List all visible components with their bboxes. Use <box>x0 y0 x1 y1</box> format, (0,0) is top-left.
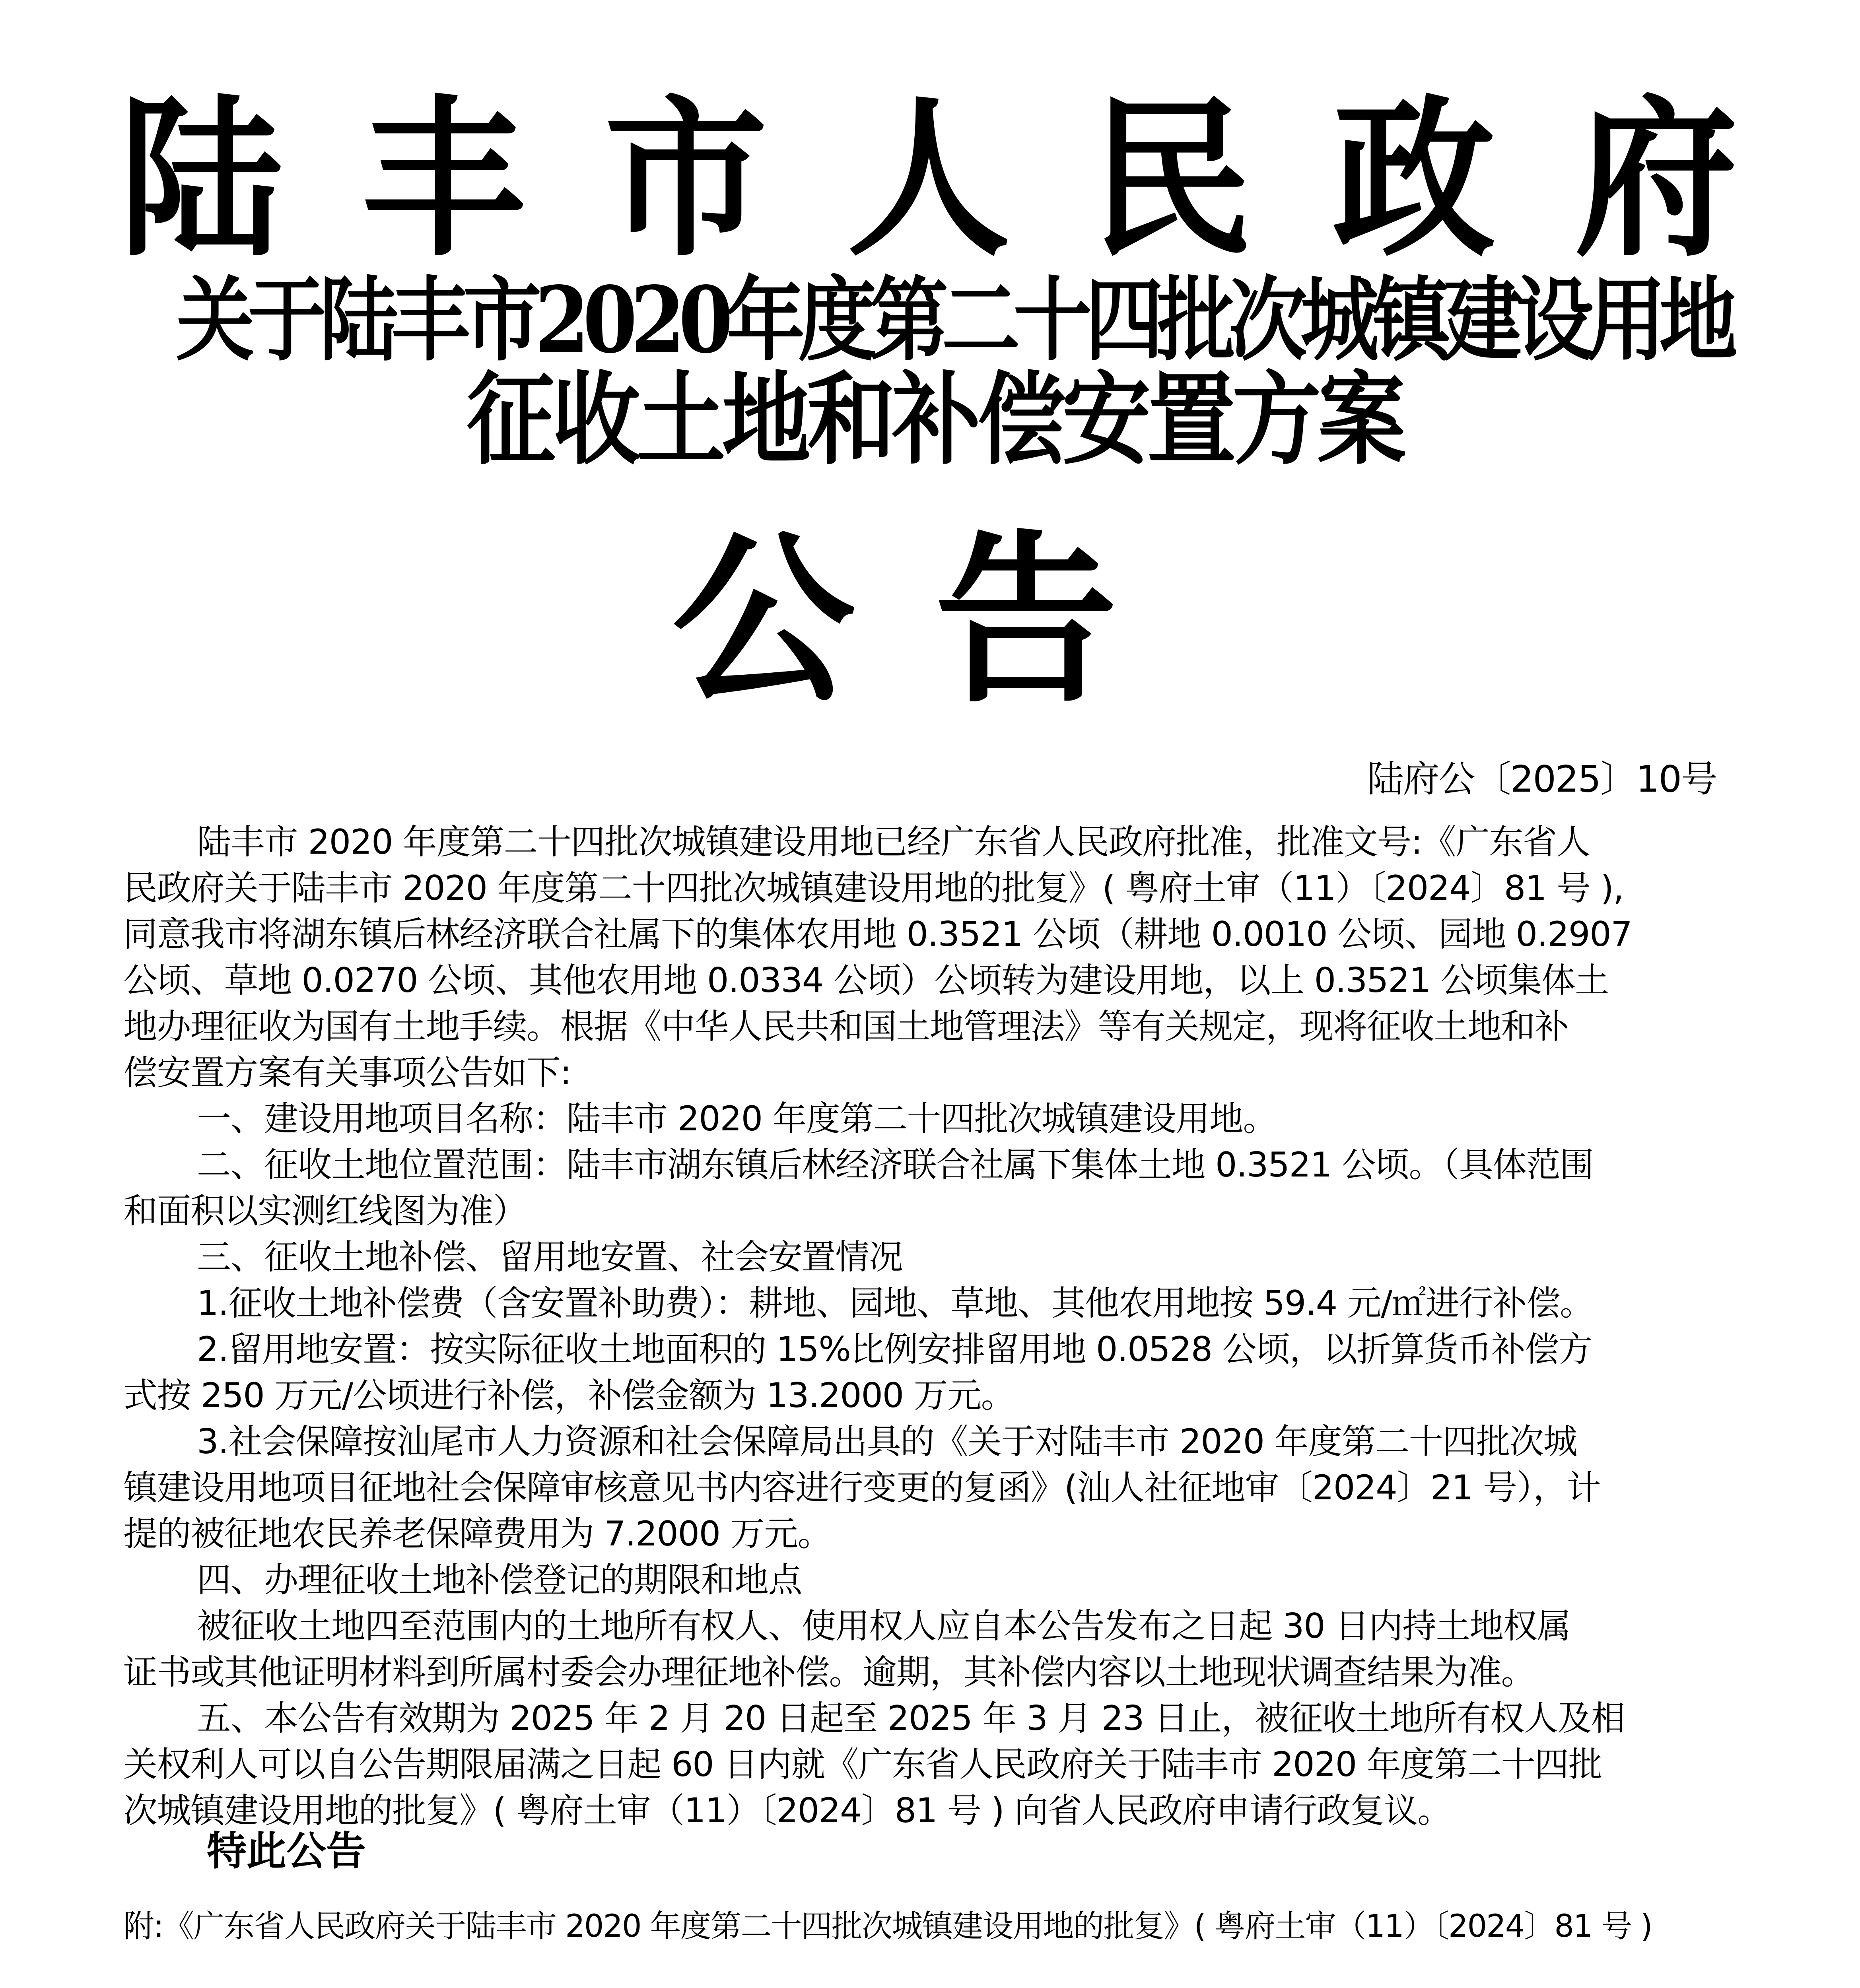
body-line: 镇建设用地项目征地社会保障审核意见书内容进行变更的复函》(汕人社征地审〔2024〕21 号），计 <box>123 1468 1601 1508</box>
notice-body <box>123 819 1746 1834</box>
body-line: 式按 250 万元/公顷进行补偿，补偿金额为 13.2000 万元。 <box>123 1376 1015 1415</box>
body-line: 陆丰市 2020 年度第二十四批次城镇建设用地已经广东省人民政府批准，批准文号:《广东省人 <box>197 822 1590 862</box>
body-line: 2.留用地安置：按实际征收土地面积的 15%比例安排留用地 0.0528 公顷，以折算货币补偿方 <box>197 1330 1592 1369</box>
body-line: 次城镇建设用地的批复》( 粤府土审（11）〔2024〕81 号 ) 向省人民政府申请行政复议。 <box>123 1791 1451 1831</box>
section-heading-4: 四、办理征收土地补偿登记的期限和地点 <box>197 1560 802 1600</box>
section-heading-3: 三、征收土地补偿、留用地安置、社会安置情况 <box>197 1237 903 1277</box>
body-line: 和面积以实测红线图为准） <box>123 1191 527 1231</box>
body-line: 同意我市将湖东镇后林经济联合社属下的集体农用地 0.3521 公顷（耕地 0.0010 公顷、园地 0.2907 <box>123 914 1632 954</box>
notice-title: 公告 <box>672 513 1197 728</box>
body-line: 民政府关于陆丰市 2020 年度第二十四批次城镇建设用地的批复》( 粤府土审（11）〔2024〕81 号 ), <box>123 868 1624 908</box>
body-line: 1.征收土地补偿费（含安置补助费）：耕地、园地、草地、其他农用地按 59.4 元/㎡进行补偿。 <box>197 1283 1594 1323</box>
body-line: 地办理征收为国有土地手续。根据《中华人民共和国土地管理法》等有关规定，现将征收土地和补 <box>123 1007 1568 1046</box>
closing-statement: 特此公告 <box>207 1827 366 1874</box>
attachment-reference: 附:《广东省人民政府关于陆丰市 2020 年度第二十四批次城镇建设用地的批复》( 粤府土审（11）〔2024〕81 号 ) <box>123 1908 1652 1944</box>
notice-subtitle-line2: 征收土地和补偿安置方案 <box>466 360 1403 479</box>
body-line: 提的被征地农民养老保障费用为 7.2000 万元。 <box>123 1514 832 1554</box>
section-heading-1: 一、建设用地项目名称：陆丰市 2020 年度第二十四批次城镇建设用地。 <box>197 1099 1277 1139</box>
notice-subtitle-line1: 关于陆丰市2020年度第二十四批次城镇建设用地 <box>176 266 1731 373</box>
body-line: 偿安置方案有关事项公告如下: <box>123 1053 571 1093</box>
body-line: 3.社会保障按汕尾市人力资源和社会保障局出具的《关于对陆丰市 2020 年度第二十四批次城 <box>197 1422 1577 1462</box>
section-heading-2: 二、征收土地位置范围：陆丰市湖东镇后林经济联合社属下集体土地 0.3521 公顷。（具体范围 <box>197 1145 1594 1185</box>
body-line: 公顷、草地 0.0270 公顷、其他农用地 0.0334 公顷）公顷转为建设用地，以上 0.3521 公顷集体土 <box>123 961 1609 1000</box>
issuer-title: 陆丰市人民政府 <box>119 78 1817 280</box>
section-heading-5: 五、本公告有效期为 2025 年 2 月 20 日起至 2025 年 3 月 23 日止，被征收土地所有权人及相 <box>197 1699 1625 1738</box>
body-line: 证书或其他证明材料到所属村委会办理征地补偿。逾期，其补偿内容以土地现状调查结果为准。 <box>123 1652 1535 1692</box>
body-line: 被征收土地四至范围内的土地所有权人、使用权人应自本公告发布之日起 30 日内持土地权属 <box>197 1606 1570 1646</box>
body-line: 关权利人可以自公告期限届满之日起 60 日内就《广东省人民政府关于陆丰市 2020 年度第二十四批 <box>123 1745 1602 1784</box>
document-number: 陆府公〔2025〕10号 <box>1367 758 1717 800</box>
